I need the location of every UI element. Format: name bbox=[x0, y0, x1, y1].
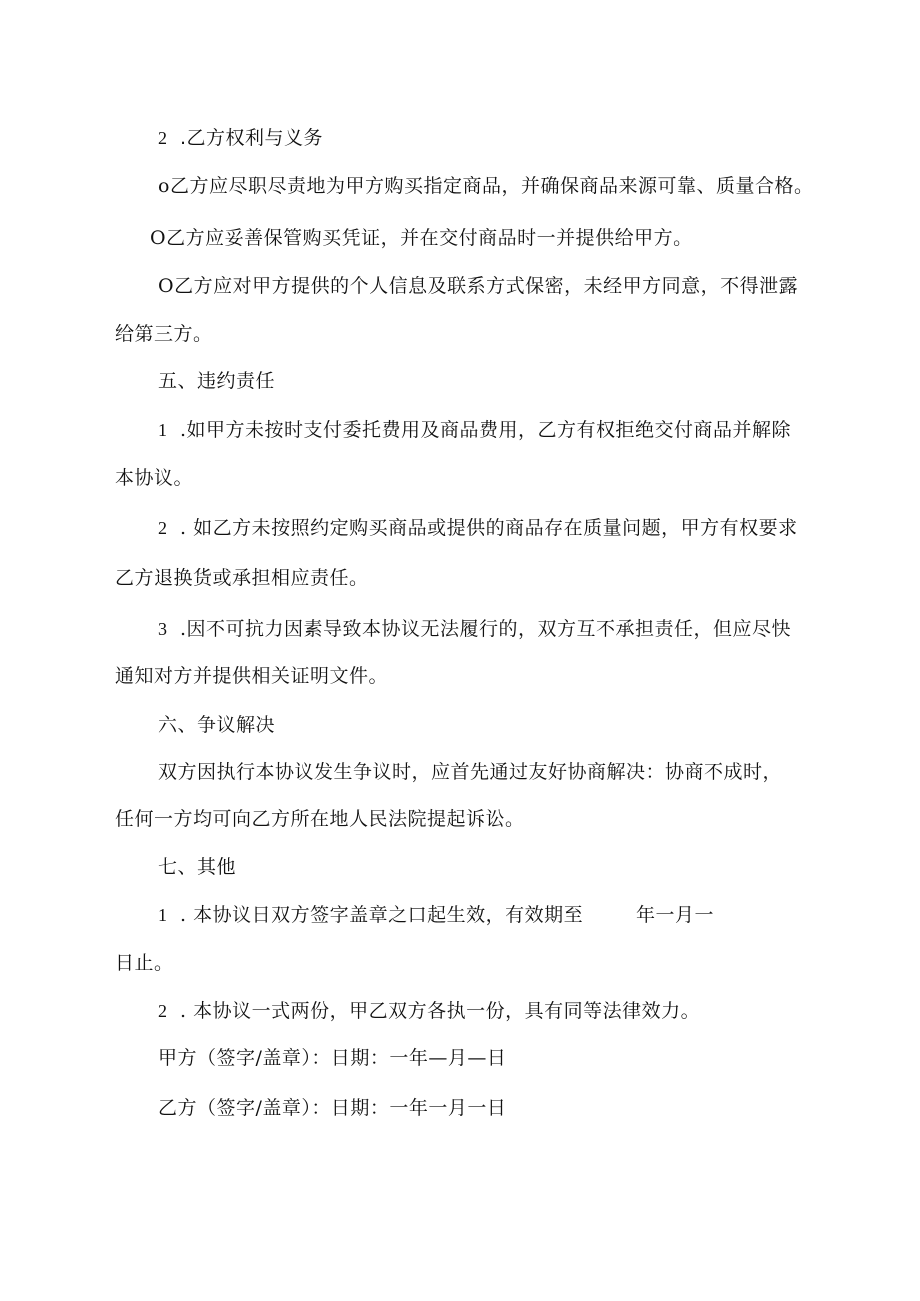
section-5-paragraph-2 bbox=[158, 516, 798, 540]
section-5-p1-text: .如甲方未按时支付委托费用及商品费用，乙方有权拒绝交付商品并解除 bbox=[180, 419, 792, 441]
section-2-title: .乙方权利与义务 bbox=[180, 127, 324, 149]
section-5-p1-cont: 本协议。 bbox=[115, 467, 194, 489]
section-6-line-2: 任何一方均可向乙方所在地人民法院提起诉讼。 bbox=[115, 808, 525, 830]
section-7-p1-cont: 日止。 bbox=[115, 952, 174, 974]
section-5-p3-number: 3 bbox=[158, 619, 168, 639]
section-6-title: 六、争议解决 bbox=[158, 714, 276, 736]
section-7-p1-text: . 本协议日双方签字盖章之口起生效，有效期至 bbox=[180, 904, 584, 926]
section-5-p2-number: 2 bbox=[158, 518, 168, 538]
section-5-p2-cont: 乙方退换货或承担相应责任。 bbox=[115, 567, 369, 589]
signature-party-b: 乙方（签字/盖章）：日期：一年一月一日 bbox=[158, 1097, 507, 1119]
section-2-item-3: O乙方应对甲方提供的个人信息及联系方式保密，未经甲方同意，不得泄露 bbox=[158, 275, 799, 297]
section-7-paragraph-2 bbox=[158, 999, 700, 1023]
section-2-item-2: O乙方应妥善保管购买凭证，并在交付商品时一并提供给甲方。 bbox=[150, 227, 693, 249]
section-2-item-3-cont: 给第三方。 bbox=[115, 323, 213, 345]
section-2-heading bbox=[158, 126, 323, 150]
section-7-paragraph-1 bbox=[158, 903, 583, 927]
section-5-p3-cont: 通知对方并提供相关证明文件。 bbox=[115, 665, 389, 687]
section-5-p3-text: .因不可抗力因素导致本协议无法履行的，双方互不承担责任，但应尽快 bbox=[180, 618, 792, 640]
section-7-p1-number: 1 bbox=[158, 905, 168, 925]
section-7-p1-date-blank: 年一月一 bbox=[636, 904, 715, 926]
section-5-p2-text: . 如乙方未按照约定购买商品或提供的商品存在质量问题，甲方有权要求 bbox=[180, 517, 798, 539]
section-7-title: 七、其他 bbox=[158, 856, 237, 878]
section-7-p2-text: . 本协议一式两份，甲乙双方各执一份，具有同等法律效力。 bbox=[180, 1000, 701, 1022]
section-7-p2-number: 2 bbox=[158, 1001, 168, 1021]
section-5-paragraph-1 bbox=[158, 418, 791, 442]
section-5-paragraph-3 bbox=[158, 617, 791, 641]
signature-party-a: 甲方（签字/盖章）：日期：一年—月—日 bbox=[158, 1047, 507, 1069]
section-5-p1-number: 1 bbox=[158, 420, 168, 440]
section-2-number: 2 bbox=[158, 128, 168, 148]
section-6-line-1: 双方因执行本协议发生争议时，应首先通过友好协商解决：协商不成时， bbox=[158, 761, 783, 783]
section-2-item-1: o乙方应尽职尽责地为甲方购买指定商品，并确保商品来源可靠、质量合格。 bbox=[158, 175, 814, 197]
section-5-title: 五、违约责任 bbox=[158, 370, 276, 392]
